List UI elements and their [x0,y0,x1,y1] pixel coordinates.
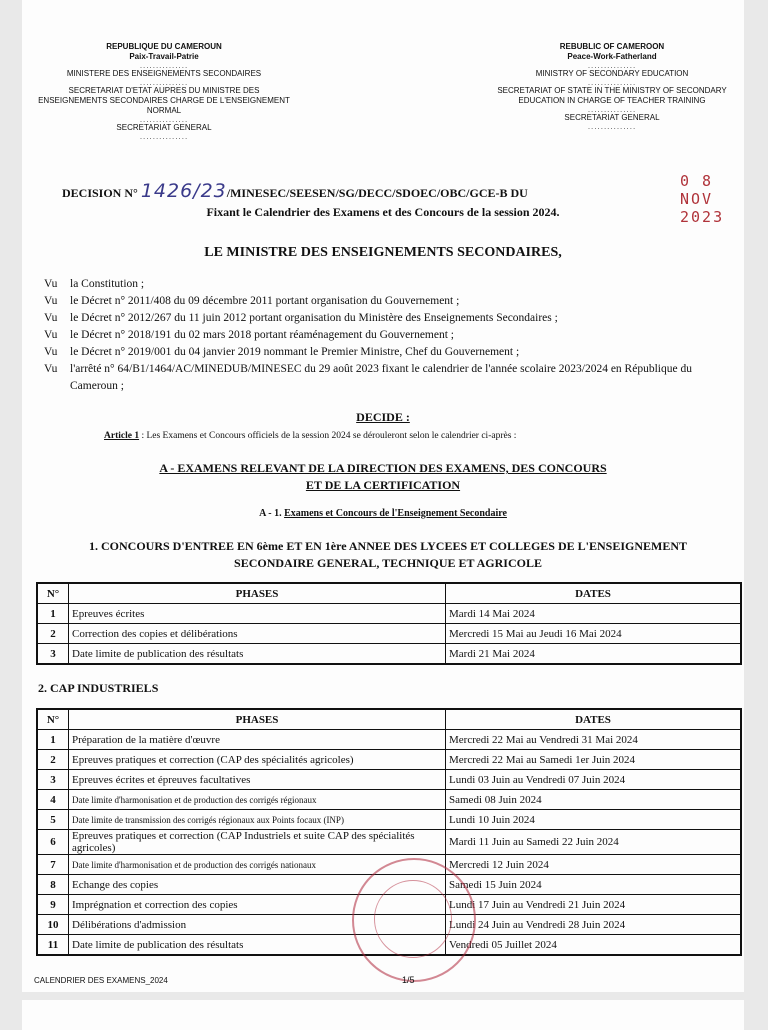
separator: ............... [587,105,637,114]
table-row: 9 Imprégnation et correction des copies Lundi 17 Juin au Vendredi 21 Juin 2024 [37,895,741,915]
page-number: 1/5 [402,975,415,985]
separator: ............... [139,115,189,124]
table-row: 1 Préparation de la matière d'œuvre Mercredi 22 Mai au Vendredi 31 Mai 2024 [37,730,741,750]
header-right [482,42,742,130]
table-row: 10 Délibérations d'admission Lundi 24 Juin au Vendredi 28 Juin 2024 [37,915,741,935]
table-row: 1 Epreuves écrites Mardi 14 Mai 2024 [37,604,741,624]
table-row: 3 Epreuves écrites et épreuves facultatives Lundi 03 Juin au Vendredi 07 Juin 2024 [37,770,741,790]
section-a-heading: A - EXAMENS RELEVANT DE LA DIRECTION DES EXAMENS, DES CONCOURS ET DE LA CERTIFICATION [159,461,607,492]
minister-title: LE MINISTRE DES ENSEIGNEMENTS SECONDAIRES, [204,245,562,260]
section-2-heading: 2. CAP INDUSTRIELS [38,681,159,695]
vu-item: Vu le Décret n° 2019/001 du 04 janvier 2019 nommant le Premier Ministre, Chef du Gouvernement ; [44,346,520,358]
article-1 [104,431,734,441]
article-label: Article 1 [104,431,140,441]
table-header-row: N° PHASES DATES [37,709,741,730]
section-a1-heading: A - 1. Examens et Concours de l'Enseignement Secondaire [259,508,507,519]
country-en: REBUBLIC OF CAMEROON [559,42,665,51]
vu-item: Vu le Décret n° 2012/267 du 11 juin 2012 portant organisation du Ministère des Enseignements Secondaires ; [44,312,558,324]
general-en: SECRETARIAT GENERAL [564,113,660,122]
motto-en: Peace-Work-Fatherland [567,52,657,61]
official-seal-inner [374,880,452,958]
table-row: 7 Date limite d'harmonisation et de production des corrigés nationaux Mercredi 12 Juin 2024 [37,855,741,875]
decision-date-stamp: 0 8 NOV 2023 [680,172,725,226]
table-row: 2 Correction des copies et délibérations Mercredi 15 Mai au Jeudi 16 Mai 2024 [37,624,741,644]
separator: ............... [139,78,189,87]
vu-item: Vu le Décret n° 2011/408 du 09 décembre 2011 portant organisation du Gouvernement ; [44,295,460,307]
secretariat-fr: SECRETARIAT D'ETAT AUPRES DU MINISTRE DES ENSEIGNEMENTS SECONDAIRES CHARGE DE L'ENSEIGNEMENT NORMAL [38,86,290,115]
separator: ............... [139,132,189,141]
vus-list [44,276,734,395]
table-row: 2 Epreuves pratiques et correction (CAP des spécialités agricoles) Mercredi 22 Mai au Samedi 1er Juin 2024 [37,750,741,770]
table-row: 4 Date limite d'harmonisation et de production des corrigés régionaux Samedi 08 Juin 2024 [37,790,741,810]
table-row: 3 Date limite de publication des résultats Mardi 21 Mai 2024 [37,644,741,665]
ministry-en: MINISTRY OF SECONDARY EDUCATION [535,69,689,78]
secretariat-en: SECRETARIAT OF STATE IN THE MINISTRY OF SECONDARY EDUCATION IN CHARGE OF TEACHER TRAINING [497,86,727,105]
table-row: 6 Epreuves pratiques et correction (CAP Industriels et suite CAP des spécialités agricoles) Mardi 11 Juin au Samedi 22 Juin 2024 [37,830,741,855]
table-header-row: N° PHASES DATES [37,583,741,604]
decide-heading: DECIDE : [356,410,410,424]
ministry-fr: MINISTERE DES ENSEIGNEMENTS SECONDAIRES [66,69,262,78]
article-text: : Les Examens et Concours officiels de la session 2024 se dérouleront selon le calendrier ci-après : [139,431,517,441]
general-fr: SECRETARIAT GENERAL [116,123,212,132]
decision-number: 1426/23 [140,180,227,202]
motto-fr: Paix-Travail-Patrie [129,52,199,61]
country-fr: REPUBLIQUE DU CAMEROUN [106,42,222,51]
table-row: 5 Date limite de transmission des corrigés régionaux aux Points focaux (INP) Lundi 10 Juin 2024 [37,810,741,830]
next-page-edge [22,1000,744,1030]
table-concours [36,582,742,665]
separator: ............... [587,122,637,131]
table-row: 8 Echange des copies Samedi 15 Juin 2024 [37,875,741,895]
decision-reference: /MINESEC/SEESEN/SG/DECC/SDOEC/OBC/GCE-B DU [226,186,528,200]
header-left [34,42,294,140]
footer-label: CALENDRIER DES EXAMENS_2024 [34,976,168,985]
section-1-heading: 1. CONCOURS D'ENTREE EN 6ème ET EN 1ère ANNEE DES LYCEES ET COLLEGES DE L'ENSEIGNEMENT SECONDAIRE GENERAL, TECHNIQUE ET AGRICOLE [88,539,687,570]
decision-label: DECISION N° [62,186,138,200]
vu-item: Vu le Décret n° 2018/191 du 02 mars 2018 portant réaménagement du Gouvernement ; [44,329,454,341]
vu-item: Vu la Constitution ; [44,278,145,290]
separator: ............... [587,78,637,87]
table-row: 11 Date limite de publication des résultats Vendredi 05 Juillet 2024 [37,935,741,956]
decision-subtitle: Fixant le Calendrier des Examens et des Concours de la session 2024. [206,205,560,219]
separator: ............... [587,61,637,70]
document-page [22,0,744,992]
separator: ............... [139,61,189,70]
vu-item: Vu l'arrêté n° 64/B1/1464/AC/MINEDUB/MINESEC du 29 août 2023 fixant le calendrier de l'année scolaire 2023/2024 en République du Cameroun ; [44,363,692,392]
